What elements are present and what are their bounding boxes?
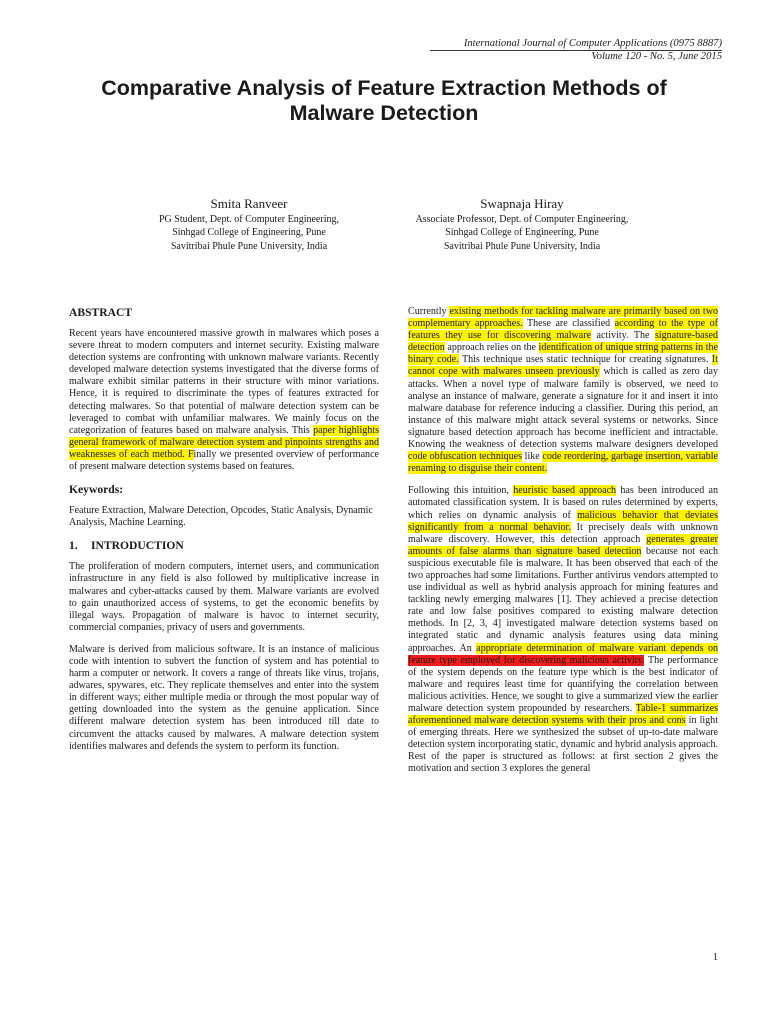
text-part: Following this intuition, [408, 485, 514, 497]
intro-paragraph-1: The proliferation of modern computers, internet users, and communication infrastructure in any field is also followed by multiplicative increase in malwares and cyber-attacks caused by them. Malware variants are evolved to gain unauthorized access of systems, to get the economic benefits by illegal ways. Propagation of malware is havoc to internet security, commercial companies, privacy of users and governments. [69, 561, 379, 633]
header-rule [430, 50, 722, 51]
text-part: It precisely deals with unknown malware discovery. However, this detection approach [408, 521, 718, 545]
author-college: Sinhgad College of Engineering, Pune [172, 227, 326, 239]
keywords-text: Feature Extraction, Malware Detection, Opcodes, Static Analysis, Dynamic Analysis, Machine Learning. [69, 505, 373, 529]
text-part: has been introduced an automated classification system. It is based on rules determined by experts, which relies on dynamic analysis of [408, 485, 718, 521]
right-column [408, 306, 718, 786]
keywords-heading: Keywords: [69, 483, 124, 497]
highlighted-text: signature-based detection [408, 330, 718, 354]
text-part: approach relies on the [444, 342, 539, 354]
highlighted-text: It cannot cope with malwares unseen previously [408, 354, 718, 378]
red-highlighted-text: feature type employed for discovering malicious activity. [408, 654, 645, 666]
highlighted-text: according to the type of features they use for discovering malware [408, 318, 718, 342]
title-line-2: Malware Detection [289, 101, 479, 125]
highlighted-text: existing methods for tackling malware are primarily based on two complementary approaches. [408, 306, 718, 330]
author-college: Sinhgad College of Engineering, Pune [445, 227, 599, 239]
author-name: Swapnaja Hiray [480, 196, 564, 211]
intro-paragraph-2: Malware is derived from malicious software. It is an instance of malicious code with intention to subvert the function of system and has potential to harm a computer or network. It covers a range of threats like virus, trojans, adwares, spywares, etc. They replicate themselves and enter into the system in different ways; either multiple media or through the most popular way of getting downloaded into the system as the genuine application. Since different malware detection system has been introduced till date to circumvent the attacks caused by malwares. A malware detection system identifies malwares and defends the system to perform its function. [69, 643, 379, 752]
journal-name: International Journal of Computer Applications (0975 8887) [463, 38, 722, 49]
left-column [69, 306, 379, 763]
highlighted-text: code reordering, garbage insertion, variable renaming to disguise their content. [408, 451, 719, 475]
volume-info: Volume 120 - No. 5, June 2015 [591, 51, 722, 62]
author-position: Associate Professor, Dept. of Computer Engineering, [415, 214, 629, 225]
author-university: Savitribai Phule Pune University, India [443, 240, 601, 252]
author-university: Savitribai Phule Pune University, India [170, 240, 328, 252]
author-name: Smita Ranveer [210, 196, 288, 211]
text-part: activity. The [591, 330, 655, 342]
section-title: INTRODUCTION [91, 539, 184, 553]
title-line-1: Comparative Analysis of Feature Extraction Methods of [101, 76, 667, 100]
abstract-text-part: Recent years have encountered massive growth in malwares which poses a severe threat to modern computers and internet security. Existing malware detection systems are confronting with unknown malware variants. Recently developed malware detection systems investigated that the diverse forms of malware exhibit similar patterns in their structure with minor variations. Hence, it is required to discriminate the types of features extracted for detecting malwares. So that potential of malware detection system can be leveraged to combat with unfamiliar malwares. We mainly focus on the categorization of features based on malware analysis. This [69, 328, 379, 436]
text-part: in light of emerging threats. Here we synthesized the subset of up-to-date malware detection system incorporating static, dynamic and hybrid analysis approach. Rest of the paper is structured as follows: at first section 2 gives the motivation and section 3 explores the general [408, 715, 718, 775]
author-block-2 [387, 195, 657, 253]
text-part: Currently [408, 306, 450, 317]
highlighted-text: generates greater amounts of false alarms than signature based detection [408, 533, 718, 557]
introduction-heading [69, 539, 379, 553]
highlighted-text: identification of unique string patterns in the binary code. [408, 342, 718, 366]
abstract-heading: ABSTRACT [69, 306, 133, 319]
author-position: PG Student, Dept. of Computer Engineering, [159, 214, 339, 225]
highlighted-text: code obfuscation techniques [408, 451, 523, 463]
page-number: 1 [713, 952, 718, 963]
paper-title [40, 76, 728, 126]
intro-paragraph-3 [408, 306, 718, 475]
text-part: These are classified [522, 318, 615, 330]
text-part: like [522, 451, 543, 463]
text-part: because not each suspicious executable file is malware. It has been observed that each of the two approaches had some limitations. Further antivirus vendors attempted to use individual as well as hybrid analysis approach for mining features and tackling newly emerging malwares [1]. They achieved a precise detection rate and low false positives compared to existing malware detection methods. In [2, 3, 4] investigated malware detection systems based on integrated static and dynamic analysis features using data mining approaches. An [408, 545, 718, 654]
highlighted-text: paper highlights general framework of malware detection system and pinpoints strengths and weaknesses of each method. F [69, 424, 380, 460]
section-number: 1. [69, 539, 78, 553]
highlighted-text: appropriate determination of malware variant depends on [476, 642, 718, 654]
abstract-text-part: inally we presented overview of performance of present malware detection systems based on features. [69, 448, 379, 473]
intro-paragraph-4 [408, 485, 718, 775]
highlighted-text: Table-1 summarizes aforementioned malware detection systems with their pros and cons [408, 703, 718, 727]
highlighted-text: malicious behavior that deviates significantly from a normal behavior. [408, 509, 718, 533]
text-part: which is called as zero day attacks. When a novel type of malware family is observed, we need to analyse an instance of malware, generate a signature for it and insert it into malware database for reference inducing a classifier. During this period, an instance of this malware might attack several systems or networks. Since signature based detection approach has become inefficient and intractable. Knowing the weakness of detection systems malware designers developed [408, 366, 718, 451]
highlighted-text: heuristic based approach [513, 485, 617, 497]
abstract-text [69, 328, 379, 473]
text-part: The performance of the system depends on the feature type which is the best indicator of malware and requires least time for quantifying the correlation between malicious activities. Hence, we sought to give a summarized view the earlier malware detection system propounded by researchers. [408, 654, 718, 714]
author-block-1 [114, 195, 384, 253]
text-part: This technique uses static technique for creating signatures. [458, 354, 712, 366]
